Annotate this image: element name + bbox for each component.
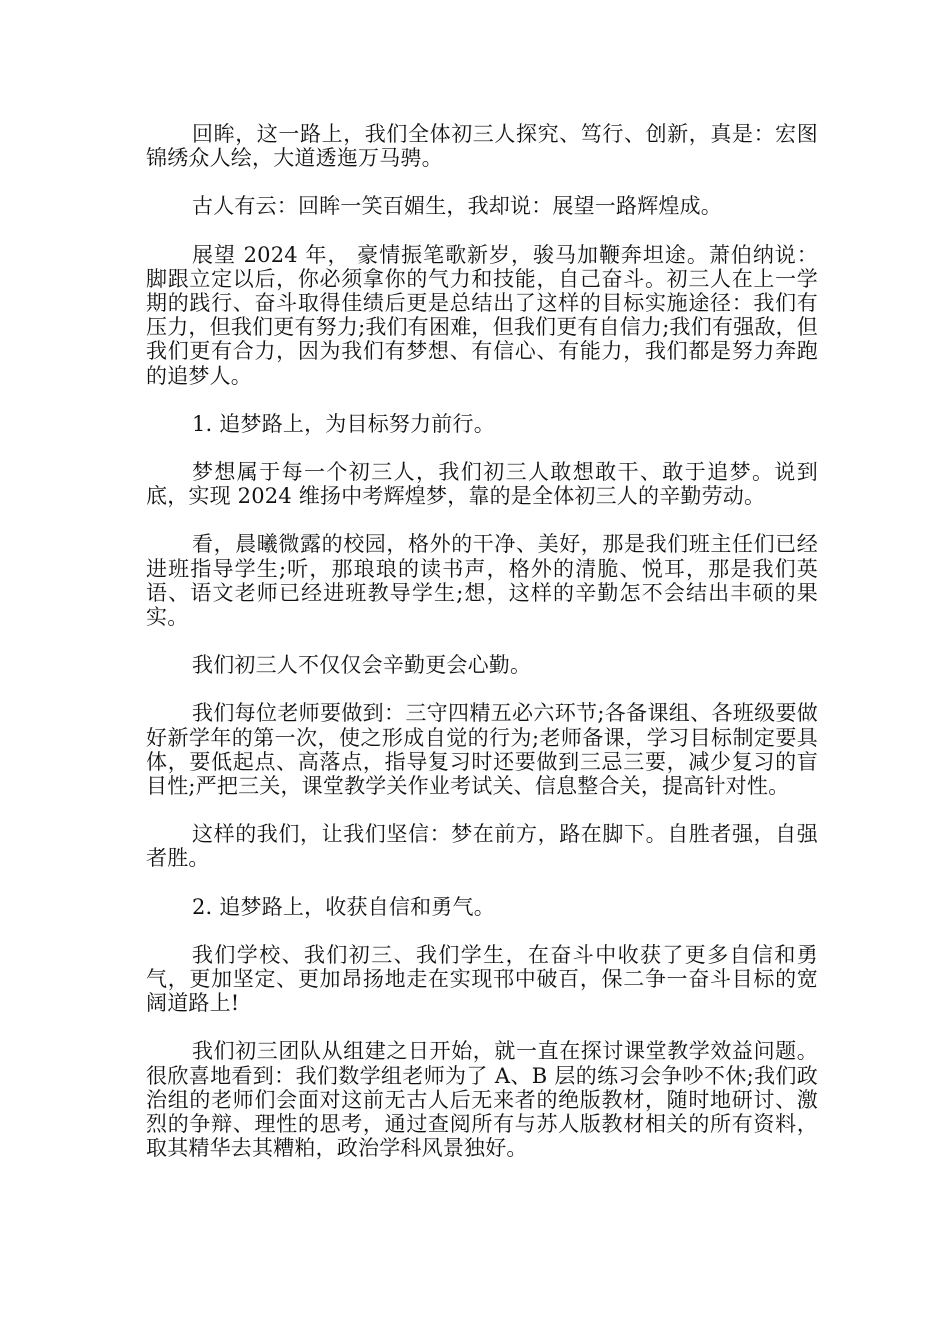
paragraph-confidence: 我们学校、我们初三、我们学生，在奋斗中收获了更多自信和勇气，更加坚定、更加昂扬地走在实现邗中破百，保二争一奋斗目标的宽阔道路上! <box>146 942 818 1016</box>
section-heading-1: 1. 追梦路上，为目标努力前行。 <box>192 411 495 436</box>
document-page <box>146 122 818 1185</box>
paragraph-team: 我们初三团队从组建之日开始，就一直在探讨课堂教学效益问题。很欣喜地看到：我们数学组老师为了 A、B 层的练习会争吵不休;我们政治组的老师们会面对这前无古人后无来者的绝版教材，随时地研讨、激烈的争辩、理性的思考，通过查阅所有与苏人版教材相关的所有资料，取其精华去其糟粕，政治学科风景独好。 <box>146 1039 818 1161</box>
paragraph-belief: 这样的我们，让我们坚信：梦在前方，路在脚下。自胜者强，自强者胜。 <box>146 822 818 871</box>
paragraph-ancient-saying: 古人有云：回眸一笑百媚生，我却说：展望一路辉煌成。 <box>192 194 722 219</box>
paragraph-teacher-duties: 我们每位老师要做到：三守四精五必六环节;各备课组、各班级要做好新学年的第一次，使之形成自觉的行为;老师备课，学习目标制定要具体，要低起点、高落点，指导复习时还要做到三忌三要，减少复习的盲目性;严把三关，课堂教学关作业考试关、信息整合关，提高针对性。 <box>146 701 818 799</box>
paragraph-outlook-2024: 展望 2024 年， 豪情振笔歌新岁，骏马加鞭奔坦途。萧伯纳说：脚跟立定以后，你必须拿你的气力和技能，自己奋斗。初三人在上一学期的践行、奋斗取得佳绩后更是总结出了这样的目标实施途径：我们有压力，但我们更有努力;我们有困难，但我们更有自信力;我们有强敌，但我们更有合力，因为我们有梦想、有信心、有能力，我们都是努力奔跑的追梦人。 <box>146 242 818 388</box>
paragraph-retrospect: 回眸，这一路上，我们全体初三人探究、笃行、创新，真是：宏图锦绣众人绘，大道透迤万马骋。 <box>146 122 818 171</box>
paragraph-morning-campus: 看，晨曦微露的校园，格外的干净、美好，那是我们班主任们已经进班指导学生;听，那琅琅的读书声，格外的清脆、悦耳，那是我们英语、语文老师已经进班教导学生;想，这样的辛勤怎不会结出丰硕的果实。 <box>146 532 818 630</box>
section-heading-2: 2. 追梦路上，收获自信和勇气。 <box>192 894 495 919</box>
paragraph-dream-belongs: 梦想属于每一个初三人，我们初三人敢想敢干、敢于追梦。说到底，实现 2024 维扬中考辉煌梦，靠的是全体初三人的辛勤劳动。 <box>146 460 818 509</box>
paragraph-diligence: 我们初三人不仅仅会辛勤更会心勤。 <box>192 653 532 678</box>
